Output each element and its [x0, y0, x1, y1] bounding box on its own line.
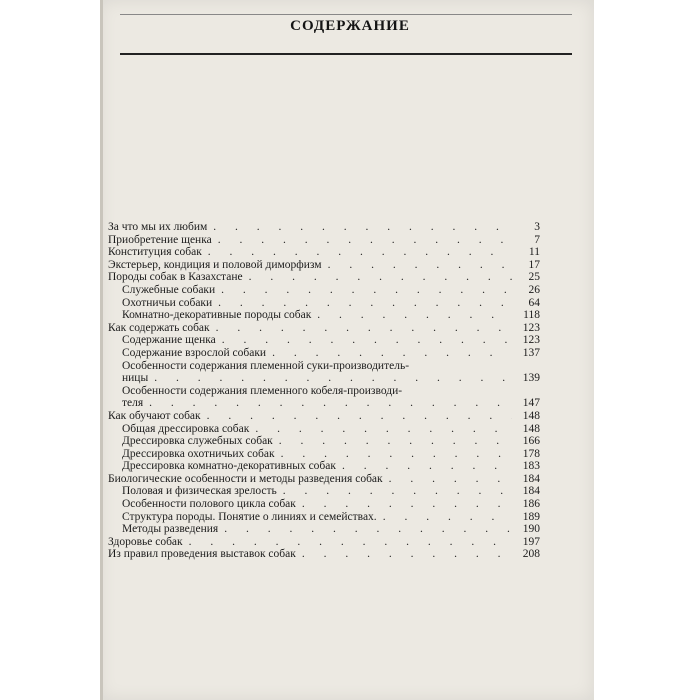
toc-leader-dots — [402, 385, 512, 398]
toc-entry — [108, 448, 540, 461]
toc-page-number: 64 — [528, 296, 540, 309]
toc-page-number: 123 — [522, 334, 540, 347]
toc-page-number: 186 — [522, 498, 540, 511]
toc-entry — [108, 259, 540, 272]
toc-page-number: 11 — [528, 246, 540, 259]
toc-entry — [108, 372, 540, 385]
toc-leader-dots — [377, 511, 512, 524]
toc-entry — [108, 473, 540, 486]
toc-entry-title: теля — [122, 397, 144, 410]
toc-entry — [108, 536, 540, 549]
toc-entry-title: За что мы их любим — [108, 221, 208, 233]
toc-page-number: 166 — [522, 435, 540, 448]
toc-page-number: 178 — [522, 447, 540, 460]
toc-page-number — [512, 385, 540, 398]
toc-page-number: 139 — [522, 372, 540, 385]
toc-entry — [108, 460, 540, 473]
toc-entry — [108, 221, 540, 234]
toc-leader-dots — [210, 322, 512, 335]
toc-leader-dots — [207, 221, 512, 234]
toc-entry-title: Структура породы. Понятие о линиях и семействах. — [122, 510, 377, 523]
toc-leader-dots — [201, 410, 512, 423]
toc-entry-title: Дрессировка служебных собак — [122, 435, 273, 448]
toc-entry — [108, 360, 540, 373]
toc-leader-dots — [266, 347, 512, 360]
toc-page-number: 137 — [522, 346, 540, 359]
toc-page-number: 3 — [534, 221, 540, 233]
toc-entry — [108, 322, 540, 335]
toc-entry-title: Особенности содержания племенного кобеля-производи- — [122, 384, 403, 397]
toc-page-number: 123 — [522, 321, 540, 334]
toc-entry — [108, 485, 540, 498]
toc-page-number: 183 — [522, 460, 540, 473]
toc-page-number: 148 — [522, 409, 540, 422]
toc-entry-title: Общая дрессировка собак — [122, 422, 250, 435]
toc-page-number: 197 — [522, 535, 540, 548]
toc-entry — [108, 297, 540, 310]
toc-entry-title: Здоровье собак — [108, 535, 183, 548]
toc-page-number: 189 — [522, 510, 540, 523]
toc-entry — [108, 498, 540, 511]
toc-entry-title: Как обучают собак — [108, 409, 201, 422]
toc-leader-dots — [183, 536, 512, 549]
toc-entry-title: Методы разведения — [122, 523, 219, 536]
toc-leader-dots — [322, 259, 512, 272]
toc-entry — [108, 271, 540, 284]
toc-entry-title: Биологические особенности и методы разведения собак — [108, 472, 383, 485]
toc-leader-dots — [212, 234, 512, 247]
toc-leader-dots — [409, 360, 512, 373]
toc-entry-title: Экстерьер, кондиция и половой диморфизм — [108, 258, 322, 271]
toc-entry-title: Охотничьи собаки — [122, 296, 213, 309]
toc-page-number: 148 — [522, 422, 540, 435]
toc-entry-title: Половая и физическая зрелость — [122, 485, 277, 498]
toc-entry — [108, 523, 540, 536]
toc-page-number: 25 — [528, 271, 540, 284]
toc-leader-dots — [143, 397, 512, 410]
toc-page-number: 190 — [522, 523, 540, 536]
toc-leader-dots — [311, 309, 512, 322]
toc-page-number: 208 — [522, 548, 540, 561]
toc-leader-dots — [296, 548, 512, 561]
toc-entry-title: Комнатно-декоративные породы собак — [122, 309, 312, 322]
toc-leader-dots — [383, 473, 512, 486]
toc-page-number: 184 — [522, 472, 540, 485]
toc-leader-dots — [216, 334, 512, 347]
page-heading: СОДЕРЖАНИЕ — [290, 18, 410, 34]
toc-leader-dots — [249, 423, 512, 436]
toc-entry — [108, 309, 540, 322]
toc-entry — [108, 246, 540, 259]
toc-leader-dots — [202, 246, 512, 259]
toc-leader-dots — [336, 460, 512, 473]
toc-entry-title: Дрессировка комнатно-декоративных собак — [122, 460, 336, 473]
toc-page-number — [512, 360, 540, 373]
toc-page-number: 118 — [523, 309, 540, 322]
toc-entry-title: Как содержать собак — [108, 321, 210, 334]
toc-entry — [108, 397, 540, 410]
toc-entry-title: Конституция собак — [108, 246, 202, 259]
toc-entry — [108, 385, 540, 398]
toc-leader-dots — [212, 297, 512, 310]
toc-page-number: 147 — [522, 397, 540, 410]
table-of-contents — [108, 221, 540, 561]
toc-leader-dots — [277, 485, 512, 498]
toc-leader-dots — [148, 372, 512, 385]
toc-leader-dots — [296, 498, 512, 511]
toc-entry — [108, 410, 540, 423]
toc-entry — [108, 423, 540, 436]
toc-leader-dots — [215, 284, 512, 297]
toc-page-number: 17 — [528, 258, 540, 271]
toc-entry-title: Служебные собаки — [122, 283, 216, 296]
toc-leader-dots — [243, 271, 512, 284]
toc-page-number: 7 — [534, 233, 540, 246]
toc-leader-dots — [273, 435, 512, 448]
toc-entry-title: Из правил проведения выставок собак — [108, 548, 296, 561]
toc-entry-title: Содержание щенка — [122, 334, 216, 347]
toc-page-number: 184 — [522, 485, 540, 498]
toc-entry-title: Содержание взрослой собаки — [122, 346, 267, 359]
toc-page-number: 26 — [528, 283, 540, 296]
toc-entry-title: Породы собак в Казахстане — [108, 271, 243, 284]
toc-entry — [108, 548, 540, 561]
toc-leader-dots — [218, 523, 512, 536]
page-binding-edge — [100, 0, 103, 700]
toc-entry-title: Дрессировка охотничьих собак — [122, 447, 275, 460]
toc-leader-dots — [275, 448, 512, 461]
toc-entry — [108, 435, 540, 448]
toc-entry — [108, 347, 540, 360]
toc-entry-title: Особенности содержания племенной суки-производитель- — [122, 359, 410, 372]
toc-entry — [108, 234, 540, 247]
toc-entry — [108, 334, 540, 347]
toc-entry-title: Приобретение щенка — [108, 233, 212, 246]
toc-entry-title: Особенности полового цикла собак — [122, 498, 296, 511]
toc-entry — [108, 284, 540, 297]
toc-entry — [108, 511, 540, 524]
toc-entry-title: ницы — [122, 372, 149, 385]
